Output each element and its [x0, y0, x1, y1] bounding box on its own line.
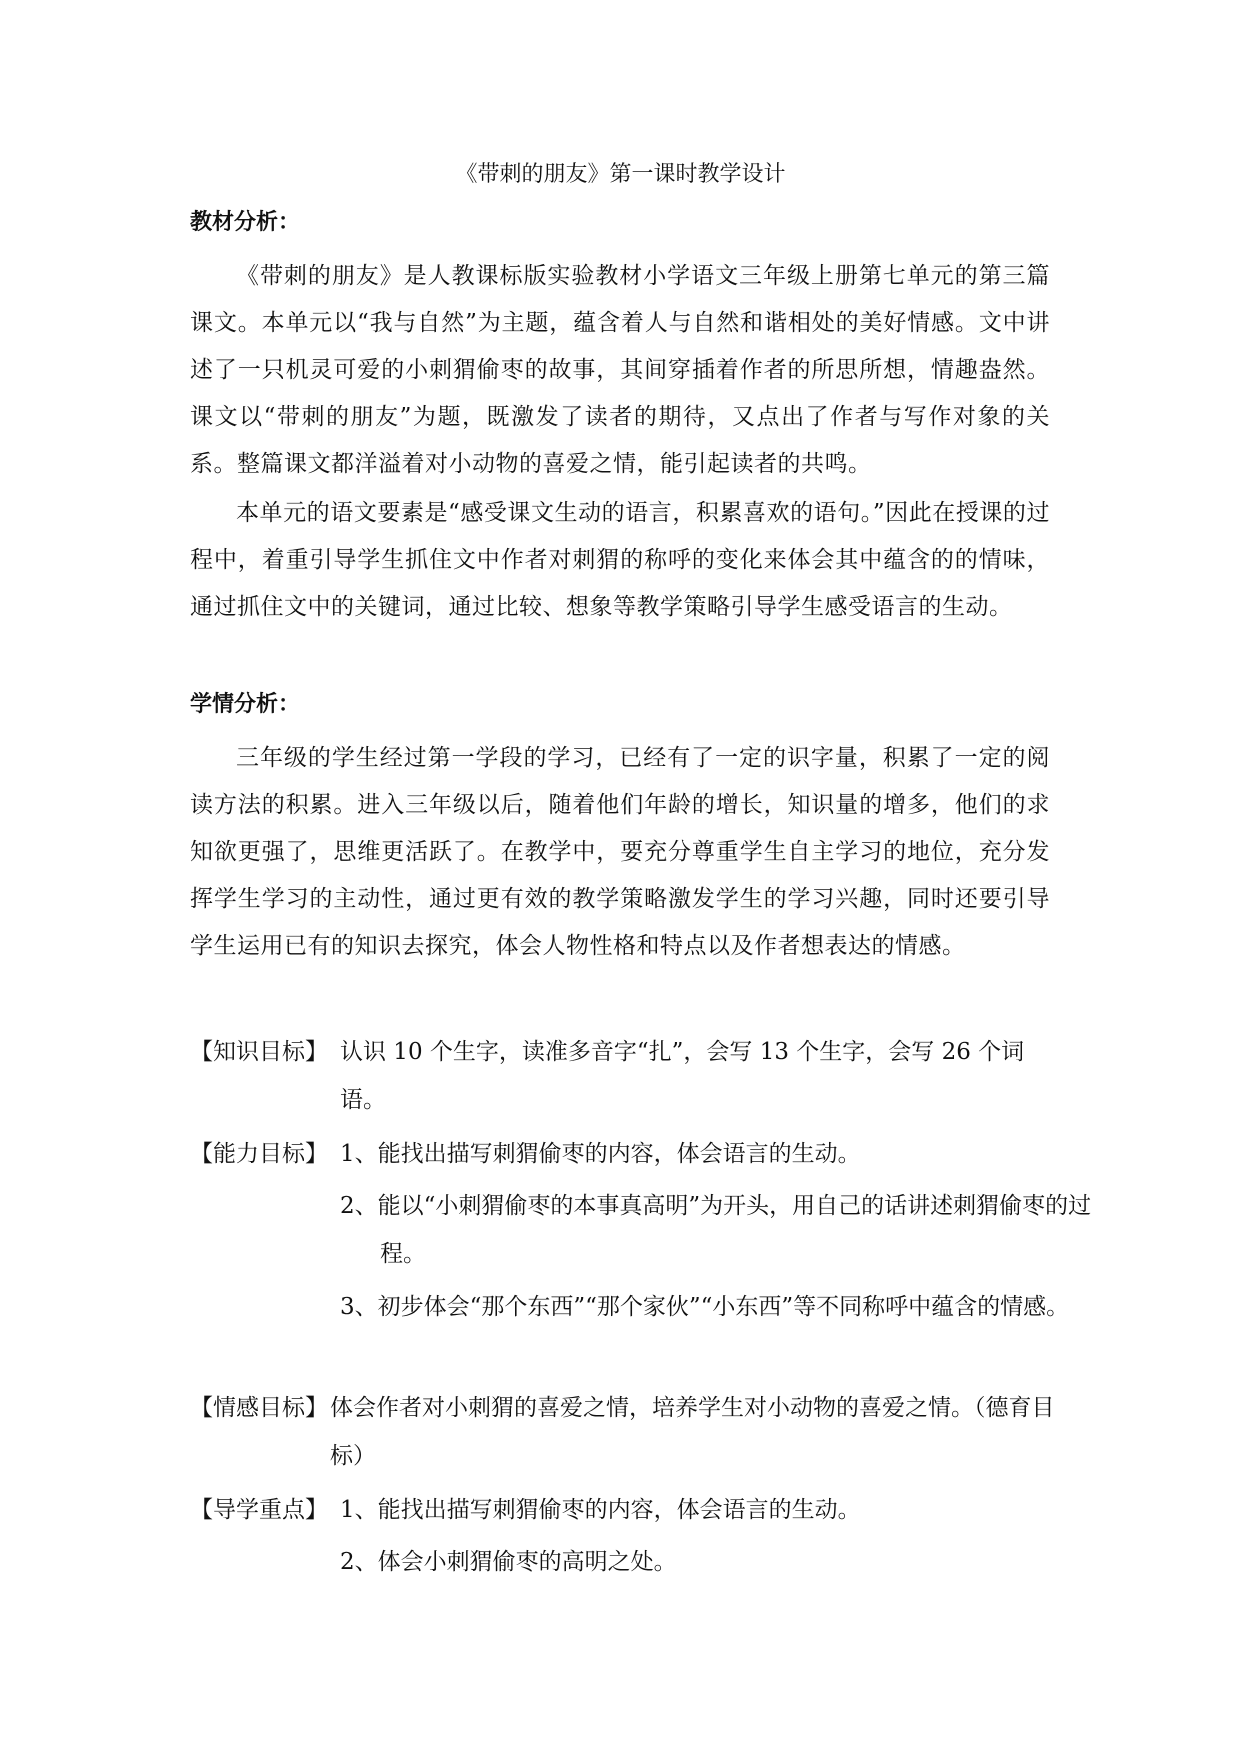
knowledge-goal: [190, 1028, 1060, 1128]
emotion-goal: [190, 1384, 1060, 1484]
ability-goal-item-2: 2、能以“小刺猬偷枣的本事真高明”为开头，用自己的话讲述刺猬偷枣的过程。: [340, 1193, 1092, 1267]
focus-goal-label: 【导学重点】: [190, 1497, 328, 1523]
ability-goal-item-3: 3、初步体会“那个东西”“那个家伙”“小东西”等不同称呼中蕴含的情感。: [340, 1294, 1070, 1320]
document-title: 《带刺的朋友》第一课时教学设计: [455, 162, 786, 187]
material-paragraph-2: 本单元的语文要素是“感受课文生动的语言，积累喜欢的语句。”因此在授课的过程中，着重引导学生抓住文中作者对刺猬的称呼的变化来体会其中蕴含的的情味，通过抓住文中的关键词，通过比较、想象等教学策略引导学生感受语言的生动。: [190, 500, 1050, 620]
emotion-goal-text: 体会作者对小刺猬的喜爱之情，培养学生对小动物的喜爱之情。（德育目标）: [330, 1395, 1055, 1469]
emotion-goal-label: 【情感目标】: [190, 1395, 328, 1421]
knowledge-goal-text: 认识 10 个生字，读准多音字“扎”，会写 13 个生字，会写 26 个词语。: [340, 1039, 1025, 1113]
student-analysis-heading: 学情分析：: [190, 692, 301, 717]
focus-goal: [190, 1486, 1060, 1534]
material-analysis-heading: 教材分析：: [190, 210, 301, 235]
knowledge-goal-label: 【知识目标】: [190, 1039, 328, 1065]
student-paragraph-1: 三年级的学生经过第一学段的学习，已经有了一定的识字量，积累了一定的阅读方法的积累。进入三年级以后，随着他们年龄的增长，知识量的增多，他们的求知欲更强了，思维更活跃了。在教学中，要充分尊重学生自主学习的地位，充分发挥学生学习的主动性，通过更有效的教学策略激发学生的学习兴趣，同时还要引导学生运用已有的知识去探究，体会人物性格和特点以及作者想表达的情感。: [190, 745, 1050, 959]
ability-goal-label: 【能力目标】: [190, 1141, 328, 1167]
ability-goal-item-1: 1、能找出描写刺猬偷枣的内容，体会语言的生动。: [340, 1141, 861, 1167]
focus-goal-item-2: 2、体会小刺猬偷枣的高明之处。: [340, 1549, 677, 1575]
material-paragraph-1: 《带刺的朋友》是人教课标版实验教材小学语文三年级上册第七单元的第三篇课文。本单元以“我与自然”为主题，蕴含着人与自然和谐相处的美好情感。文中讲述了一只机灵可爱的小刺猬偷枣的故事，其间穿插着作者的所思所想，情趣盎然。课文以“带刺的朋友”为题，既激发了读者的期待，又点出了作者与写作对象的关系。整篇课文都洋溢着对小动物的喜爱之情，能引起读者的共鸣。: [190, 263, 1050, 477]
ability-goal: [190, 1130, 1060, 1178]
focus-goal-item-1: 1、能找出描写刺猬偷枣的内容，体会语言的生动。: [340, 1497, 861, 1523]
